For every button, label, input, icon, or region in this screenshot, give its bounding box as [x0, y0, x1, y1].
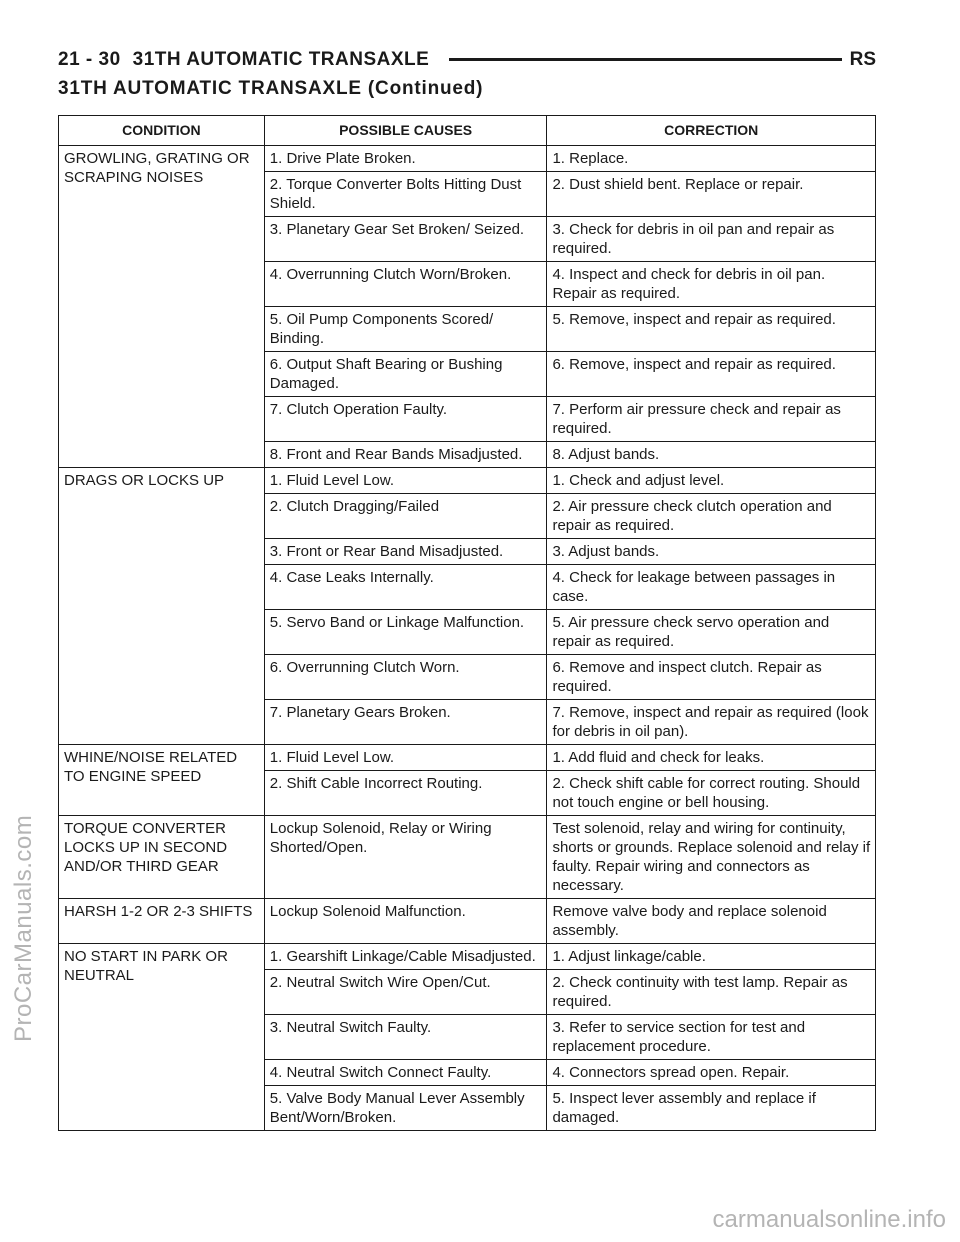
correction-cell: 5. Remove, inspect and repair as required. — [547, 307, 876, 352]
table-row — [59, 816, 876, 899]
cause-cell: 1. Fluid Level Low. — [264, 745, 547, 771]
table-row — [59, 899, 876, 944]
correction-cell: 7. Remove, inspect and repair as required (look for debris in oil pan). — [547, 700, 876, 745]
correction-cell: 3. Refer to service section for test and replacement procedure. — [547, 1015, 876, 1060]
cause-cell: 7. Planetary Gears Broken. — [264, 700, 547, 745]
table-header-row — [59, 116, 876, 146]
correction-cell: 5. Inspect lever assembly and replace if damaged. — [547, 1086, 876, 1131]
correction-cell: 2. Check shift cable for correct routing. Should not touch engine or bell housing. — [547, 771, 876, 816]
condition-cell: NO START IN PARK OR NEUTRAL — [59, 944, 265, 1131]
cause-cell: 2. Neutral Switch Wire Open/Cut. — [264, 970, 547, 1015]
model-code: RS — [842, 48, 876, 72]
cause-cell: 4. Case Leaks Internally. — [264, 565, 547, 610]
table-row — [59, 944, 876, 970]
cause-cell: 5. Oil Pump Components Scored/ Binding. — [264, 307, 547, 352]
cause-cell: 3. Front or Rear Band Misadjusted. — [264, 539, 547, 565]
cause-cell: 4. Neutral Switch Connect Faulty. — [264, 1060, 547, 1086]
cause-cell: Lockup Solenoid Malfunction. — [264, 899, 547, 944]
column-header-condition: CONDITION — [59, 116, 265, 146]
cause-cell: 1. Drive Plate Broken. — [264, 146, 547, 172]
cause-cell: 5. Servo Band or Linkage Malfunction. — [264, 610, 547, 655]
column-header-correction: CORRECTION — [547, 116, 876, 146]
table-row — [59, 468, 876, 494]
column-header-causes: POSSIBLE CAUSES — [264, 116, 547, 146]
correction-cell: 5. Air pressure check servo operation and repair as required. — [547, 610, 876, 655]
table-row — [59, 146, 876, 172]
page-number: 21 - 30 — [58, 49, 121, 70]
condition-cell: GROWLING, GRATING OR SCRAPING NOISES — [59, 146, 265, 468]
condition-cell: HARSH 1-2 OR 2-3 SHIFTS — [59, 899, 265, 944]
correction-cell: 3. Check for debris in oil pan and repair as required. — [547, 217, 876, 262]
correction-cell: 4. Connectors spread open. Repair. — [547, 1060, 876, 1086]
header-left — [58, 48, 449, 72]
correction-cell: 1. Adjust linkage/cable. — [547, 944, 876, 970]
cause-cell: 7. Clutch Operation Faulty. — [264, 397, 547, 442]
correction-cell: 1. Add fluid and check for leaks. — [547, 745, 876, 771]
condition-cell: WHINE/NOISE RELATED TO ENGINE SPEED — [59, 745, 265, 816]
cause-cell: 2. Shift Cable Incorrect Routing. — [264, 771, 547, 816]
page-subtitle: 31TH AUTOMATIC TRANSAXLE (Continued) — [58, 78, 484, 99]
diagnosis-table — [58, 115, 876, 1131]
correction-cell: Test solenoid, relay and wiring for continuity, shorts or grounds. Replace solenoid and relay if faulty. Repair wiring and connectors as necessary. — [547, 816, 876, 899]
cause-cell: 6. Overrunning Clutch Worn. — [264, 655, 547, 700]
cause-cell: 2. Clutch Dragging/Failed — [264, 494, 547, 539]
correction-cell: 4. Inspect and check for debris in oil pan. Repair as required. — [547, 262, 876, 307]
correction-cell: 2. Dust shield bent. Replace or repair. — [547, 172, 876, 217]
correction-cell: 6. Remove, inspect and repair as required. — [547, 352, 876, 397]
condition-cell: DRAGS OR LOCKS UP — [59, 468, 265, 745]
cause-cell: 1. Fluid Level Low. — [264, 468, 547, 494]
correction-cell: 2. Check continuity with test lamp. Repair as required. — [547, 970, 876, 1015]
cause-cell: 1. Gearshift Linkage/Cable Misadjusted. — [264, 944, 547, 970]
table-body — [59, 146, 876, 1131]
cause-cell: 8. Front and Rear Bands Misadjusted. — [264, 442, 547, 468]
correction-cell: 6. Remove and inspect clutch. Repair as required. — [547, 655, 876, 700]
cause-cell: 5. Valve Body Manual Lever Assembly Bent/Worn/Broken. — [264, 1086, 547, 1131]
table-row — [59, 745, 876, 771]
correction-cell: Remove valve body and replace solenoid assembly. — [547, 899, 876, 944]
condition-cell: TORQUE CONVERTER LOCKS UP IN SECOND AND/OR THIRD GEAR — [59, 816, 265, 899]
cause-cell: Lockup Solenoid, Relay or Wiring Shorted/Open. — [264, 816, 547, 899]
correction-cell: 2. Air pressure check clutch operation and repair as required. — [547, 494, 876, 539]
correction-cell: 4. Check for leakage between passages in case. — [547, 565, 876, 610]
section-title: 31TH AUTOMATIC TRANSAXLE — [132, 49, 430, 70]
watermark-side: ProCarManuals.com — [10, 814, 37, 1042]
correction-cell: 1. Replace. — [547, 146, 876, 172]
cause-cell: 2. Torque Converter Bolts Hitting Dust Shield. — [264, 172, 547, 217]
correction-cell: 7. Perform air pressure check and repair as required. — [547, 397, 876, 442]
correction-cell: 8. Adjust bands. — [547, 442, 876, 468]
cause-cell: 4. Overrunning Clutch Worn/Broken. — [264, 262, 547, 307]
correction-cell: 3. Adjust bands. — [547, 539, 876, 565]
correction-cell: 1. Check and adjust level. — [547, 468, 876, 494]
cause-cell: 3. Planetary Gear Set Broken/ Seized. — [264, 217, 547, 262]
cause-cell: 3. Neutral Switch Faulty. — [264, 1015, 547, 1060]
page-header — [58, 48, 876, 74]
cause-cell: 6. Output Shaft Bearing or Bushing Damaged. — [264, 352, 547, 397]
watermark-bottom: carmanualsonline.info — [712, 1206, 946, 1233]
